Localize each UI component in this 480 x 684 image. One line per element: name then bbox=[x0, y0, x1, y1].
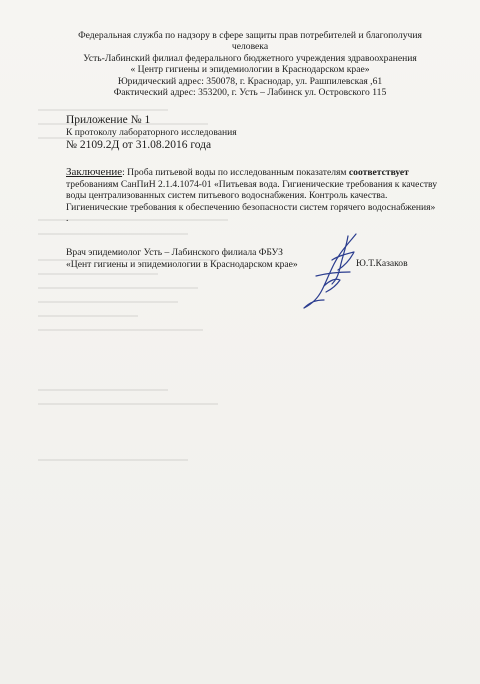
conclusion-line-2: требованиям СанПиН 2.1.4.1074-01 «Питьевая вода. Гигиенические требования к качеству bbox=[66, 178, 438, 190]
header-branch: Усть-Лабинский филиал федерального бюджетного учреждения здравоохранения bbox=[83, 52, 417, 64]
signatory-name: Ю.Т.Казаков bbox=[356, 258, 408, 269]
conclusion-line-1 bbox=[66, 167, 446, 179]
handwritten-signature bbox=[296, 230, 366, 310]
organization-header bbox=[60, 30, 440, 98]
conclusion-label: Заключение bbox=[66, 166, 123, 178]
conclusion-verdict: соответствует bbox=[348, 167, 409, 178]
signatory-organization: «Цент гигиены и эпидемиологии в Краснодарском крае» bbox=[66, 259, 298, 270]
header-actual-address: Фактический адрес: 353200, г. Усть – Лабинск ул. Островского 115 bbox=[113, 87, 387, 99]
appendix-reference: К протоколу лабораторного исследования bbox=[66, 127, 237, 138]
conclusion-line-3: воды централизованных систем питьевого водоснабжения. Контроль качества. bbox=[66, 190, 388, 202]
appendix-block bbox=[66, 113, 426, 152]
conclusion-line-4: Гигиенические требования к обеспечению безопасности систем горячего водоснабжения» bbox=[66, 201, 436, 213]
conclusion-block bbox=[66, 167, 446, 225]
signatory-title: Врач эпидемиолог Усть – Лабинского филиала ФБУЗ bbox=[66, 247, 283, 258]
header-agency-cont: человека bbox=[231, 41, 269, 53]
conclusion-line-5: . bbox=[66, 213, 69, 225]
header-agency: Федеральная служба по надзору в сфере защиты прав потребителей и благополучия bbox=[78, 30, 422, 41]
protocol-number: № 2109.2Д от 31.08.2016 года bbox=[66, 139, 212, 151]
appendix-title: Приложение № 1 bbox=[66, 114, 151, 126]
conclusion-text: : Проба питьевой воды по исследованным показателям bbox=[122, 167, 349, 178]
signatory-position bbox=[66, 247, 306, 271]
reverse-side-bleed bbox=[28, 90, 278, 510]
header-legal-address: Юридический адрес: 350078, г. Краснодар, ул. Рашпилевская ,61 bbox=[117, 75, 383, 87]
header-center: « Центр гигиены и эпидемиологии в Краснодарском крае» bbox=[130, 64, 370, 76]
